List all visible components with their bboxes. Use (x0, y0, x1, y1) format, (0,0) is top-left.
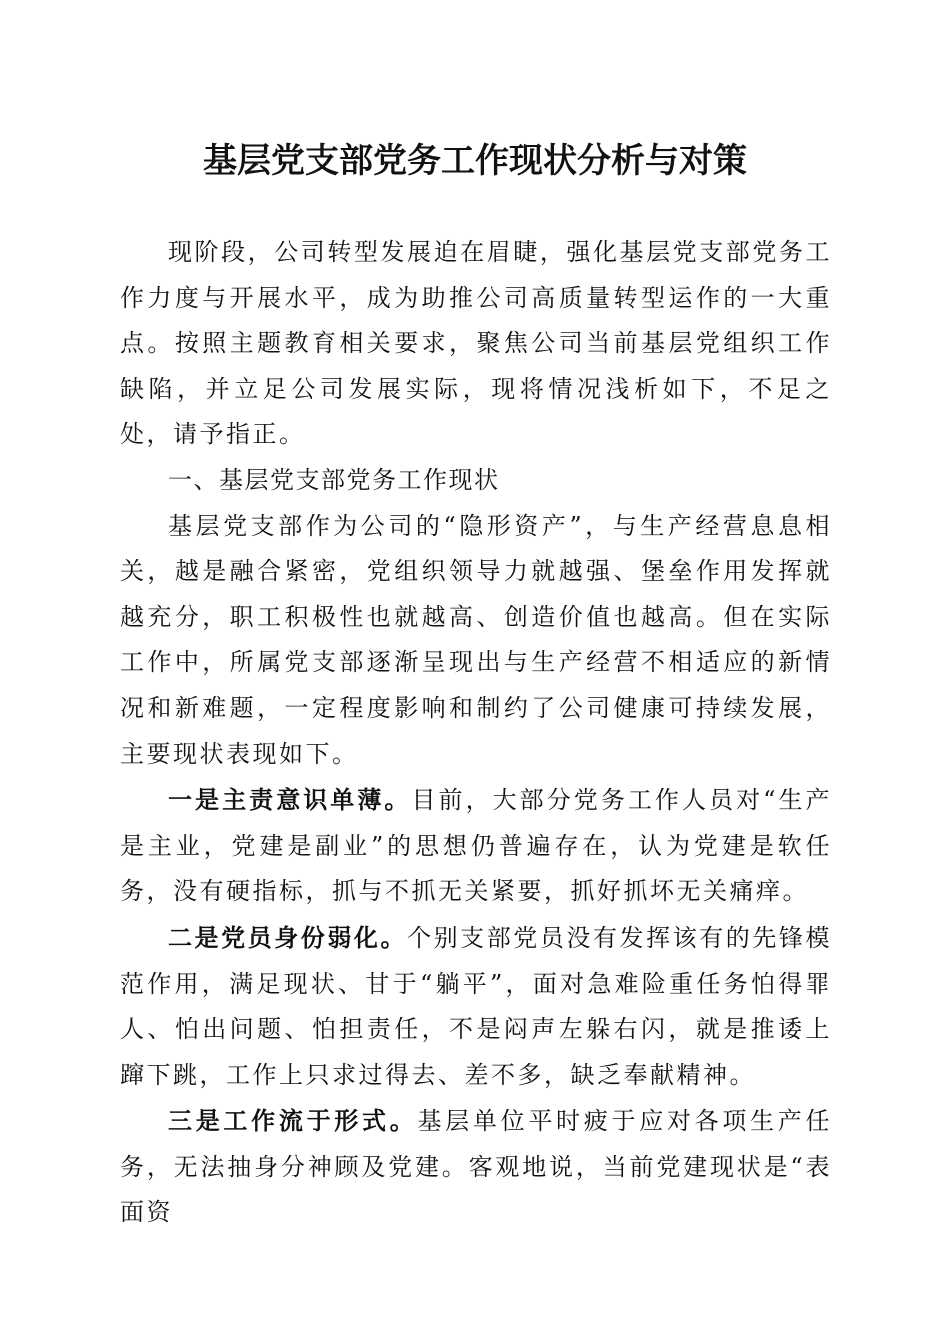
point-text-3: 基层单位平时疲于应对各项生产任务，无法抽身分神顾及党建。客观地说，当前党建现状是“表面资 (120, 1107, 833, 1227)
point-text-1: 目前，大部分党务工作人员对“生产是主业，党建是副业”的思想仍普遍存在，认为党建是软任务，没有硬指标，抓与不抓无关紧要，抓好抓坏无关痛痒。 (120, 786, 832, 906)
section-paragraph: 基层党支部作为公司的“隐形资产”，与生产经营息息相关，越是融合紧密，党组织领导力就越强、堡垒作用发挥就越充分，职工积极性也就越高、创造价值也越高。但在实际工作中，所属党支部逐渐呈现出与生产经营不相适应的新情况和新难题，一定程度影响和制约了公司健康可持续发展，主要现状表现如下。 (120, 511, 832, 768)
point-lead-1: 一是主责意识单薄。 (168, 785, 412, 815)
point-lead-2: 二是党员身份弱化。 (168, 922, 408, 952)
document-body (120, 230, 832, 1236)
point-text-2: 个别支部党员没有发挥该有的先锋模范作用，满足现状、甘于“躺平”，面对急难险重任务怕得罪人、怕出问题、怕担责任，不是闷声左躲右闪，就是推诿上蹿下跳，工作上只求过得去、差不多，缺乏奉献精神。 (120, 923, 832, 1089)
point-paragraph-1 (120, 777, 832, 915)
intro-paragraph: 现阶段，公司转型发展迫在眉睫，强化基层党支部党务工作力度与开展水平，成为助推公司高质量转型运作的一大重点。按照主题教育相关要求，聚焦公司当前基层党组织工作缺陷，并立足公司发展实际，现将情况浅析如下，不足之处，请予指正。 (120, 238, 832, 449)
point-paragraph-3 (120, 1098, 832, 1236)
point-lead-3: 三是工作流于形式。 (168, 1106, 418, 1136)
section-heading: 一、基层党支部党务工作现状 (168, 465, 500, 494)
document-title: 基层党支部党务工作现状分析与对策 (203, 141, 747, 181)
point-paragraph-2 (120, 915, 832, 1098)
